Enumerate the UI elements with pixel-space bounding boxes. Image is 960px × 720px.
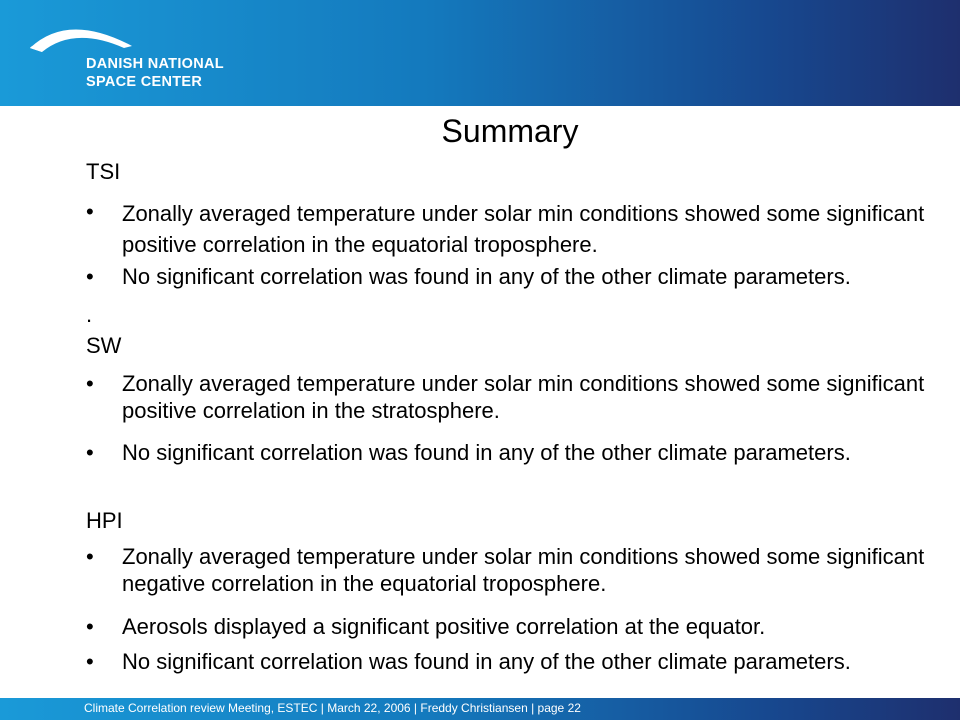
bullet-dot: • — [86, 614, 94, 639]
bullet-dot: • — [86, 440, 94, 465]
bullet-text: No significant correlation was found in any of the other climate parameters. — [122, 264, 851, 289]
bullet-dot: • — [86, 264, 94, 289]
section-label-sw: SW — [86, 333, 122, 358]
logo-text-line2: SPACE CENTER — [86, 74, 203, 90]
bullet-dot: • — [86, 199, 94, 224]
bullet-text: Zonally averaged temperature under solar min conditions showed some significant positive correlation in the stratosphere. — [122, 371, 925, 423]
bullet-text: No significant correlation was found in any of the other climate parameters. — [122, 440, 851, 465]
footer-text: Climate Correlation review Meeting, ESTEC | March 22, 2006 | Freddy Christiansen | page 22 — [84, 701, 581, 715]
section-label-hpi: HPI — [86, 508, 123, 533]
bullet-dot: • — [86, 371, 94, 396]
logo-text-line1: DANISH NATIONAL — [86, 56, 224, 72]
bullet-dot: • — [86, 649, 94, 674]
section-label-tsi: TSI — [86, 159, 121, 184]
stray-period: . — [86, 302, 93, 327]
bullet-text: Aerosols displayed a significant positive correlation at the equator. — [122, 614, 766, 639]
bullet-text: Zonally averaged temperature under solar min conditions showed some significant negative correlation in the equatorial troposphere. — [122, 544, 925, 596]
dnsc-logo — [28, 18, 268, 98]
bullet-text: No significant correlation was found in any of the other climate parameters. — [122, 649, 851, 674]
slide-title: Summary — [441, 113, 579, 149]
footer-bar — [0, 698, 960, 720]
bullet-dot: • — [86, 544, 94, 569]
logo-arc-icon — [28, 18, 138, 58]
header-banner — [0, 0, 960, 106]
bullet-text: Zonally averaged temperature under solar min conditions showed some significant positive correlation in the equatorial troposphere. — [122, 201, 925, 257]
